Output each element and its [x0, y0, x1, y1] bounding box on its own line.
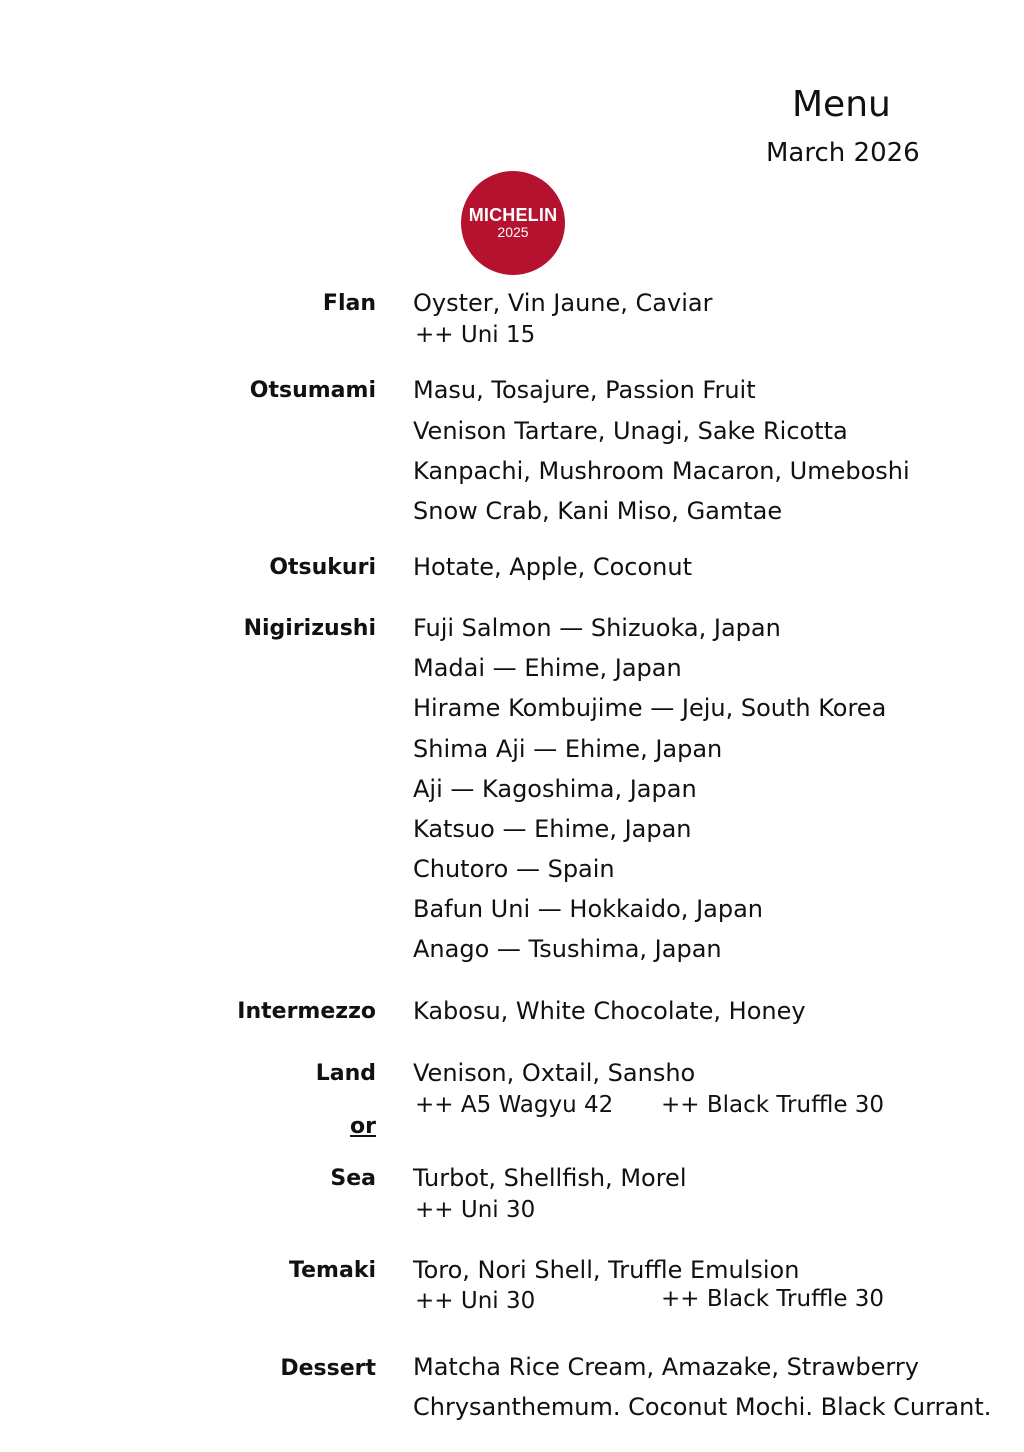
menu-item: Toro, Nori Shell, Truffle Emulsion: [413, 1256, 800, 1284]
nigiri-fish: Shima Aji: [413, 735, 526, 763]
nigiri-separator: —: [450, 775, 475, 803]
menu-item: Matcha Rice Cream, Amazake, Strawberry: [413, 1353, 919, 1381]
nigiri-fish: Bafun Uni: [413, 895, 531, 923]
nigiri-separator: —: [533, 735, 558, 763]
nigiri-item: [413, 935, 722, 963]
nigiri-item: [413, 815, 692, 843]
menu-title: Menu: [792, 84, 891, 125]
nigiri-fish: Chutoro: [413, 855, 509, 883]
nigiri-origin: Kagoshima, Japan: [482, 775, 697, 803]
addon-item: ++ Black Truffle 30: [661, 1286, 885, 1312]
section-label-otsumami: Otsumami: [249, 378, 376, 403]
section-label-temaki: Temaki: [289, 1258, 376, 1283]
nigiri-separator: —: [502, 815, 527, 843]
nigiri-separator: —: [515, 855, 540, 883]
nigiri-origin: Shizuoka, Japan: [590, 614, 781, 642]
menu-item: Snow Crab, Kani Miso, Gamtae: [413, 497, 783, 525]
menu-date: March 2026: [766, 138, 920, 168]
menu-item: Kanpachi, Mushroom Macaron, Umeboshi: [413, 457, 910, 485]
nigiri-item: [413, 694, 886, 722]
section-label-or: or: [350, 1114, 376, 1139]
nigiri-item: [413, 614, 781, 642]
menu-item: Hotate, Apple, Coconut: [413, 553, 693, 581]
menu-item: Oyster, Vin Jaune, Caviar: [413, 289, 713, 317]
nigiri-item: [413, 775, 697, 803]
section-label-intermezzo: Intermezzo: [237, 999, 376, 1024]
section-label-otsukuri: Otsukuri: [269, 555, 376, 580]
logo-year: 2025: [497, 223, 529, 240]
nigiri-separator: —: [537, 895, 562, 923]
addon-item: ++ Uni 30: [415, 1288, 536, 1314]
menu-item: Venison, Oxtail, Sansho: [413, 1059, 696, 1087]
logo-text: MICHELIN: [468, 204, 558, 225]
nigiri-separator: —: [650, 694, 675, 722]
nigiri-separator: —: [559, 614, 584, 642]
nigiri-origin: Hokkaido, Japan: [569, 895, 763, 923]
addon-item: ++ A5 Wagyu 42: [415, 1092, 614, 1118]
nigiri-item: [413, 654, 682, 682]
section-label-nigirizushi: Nigirizushi: [243, 616, 376, 641]
menu-item: Kabosu, White Chocolate, Honey: [413, 997, 806, 1025]
nigiri-origin: Jeju, South Korea: [681, 694, 887, 722]
menu-item: Chrysanthemum. Coconut Mochi. Black Currant.: [413, 1393, 992, 1421]
addon-item: ++ Uni 15: [415, 322, 536, 348]
addon-item: ++ Black Truffle 30: [661, 1092, 885, 1118]
addon-item: ++ Uni 30: [415, 1197, 536, 1223]
nigiri-fish: Aji: [413, 775, 443, 803]
nigiri-fish: Katsuo: [413, 815, 495, 843]
nigiri-origin: Ehime, Japan: [564, 735, 723, 763]
nigiri-fish: Madai: [413, 654, 486, 682]
nigiri-item: [413, 735, 722, 763]
menu-item: Venison Tartare, Unagi, Sake Ricotta: [413, 417, 848, 445]
nigiri-origin: Spain: [547, 855, 615, 883]
nigiri-separator: —: [492, 654, 517, 682]
section-label-land: Land: [315, 1061, 376, 1086]
michelin-logo: [461, 171, 565, 275]
nigiri-fish: Anago: [413, 935, 490, 963]
menu-item: Turbot, Shellfish, Morel: [413, 1164, 687, 1192]
nigiri-item: [413, 895, 763, 923]
menu-item: Masu, Tosajure, Passion Fruit: [413, 376, 756, 404]
section-label-sea: Sea: [330, 1166, 376, 1191]
section-label-flan: Flan: [322, 291, 376, 316]
nigiri-origin: Ehime, Japan: [524, 654, 682, 682]
nigiri-fish: Fuji Salmon: [413, 614, 552, 642]
nigiri-separator: —: [496, 935, 521, 963]
nigiri-item: [413, 855, 615, 883]
nigiri-origin: Ehime, Japan: [534, 815, 692, 843]
nigiri-fish: Hirame Kombujime: [413, 694, 643, 722]
nigiri-origin: Tsushima, Japan: [528, 935, 722, 963]
section-label-dessert: Dessert: [280, 1356, 376, 1381]
